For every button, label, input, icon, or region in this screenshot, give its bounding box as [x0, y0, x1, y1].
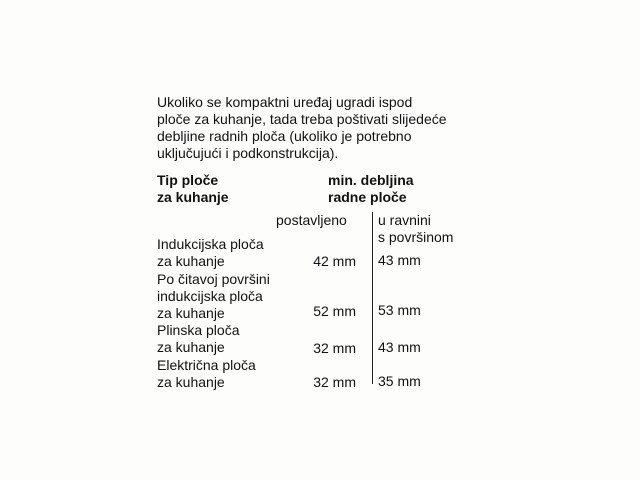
row-placed-value: 32 mm — [313, 374, 356, 390]
row-cooktop-type-line: Električna ploča — [157, 357, 256, 373]
header-min-thickness-line1: min. debljina — [328, 172, 414, 188]
row-cooktop-type-line: za kuhanje — [157, 253, 225, 269]
row-placed-value: 52 mm — [313, 303, 356, 319]
row-cooktop-type-line: Indukcijska ploča — [157, 236, 264, 252]
row-placed-value: 32 mm — [313, 340, 356, 356]
row-flush-value: 53 mm — [378, 302, 421, 318]
subheader-flush — [378, 212, 453, 246]
row-cooktop-type-line: za kuhanje — [157, 305, 225, 321]
header-min-thickness-line2: radne ploče — [328, 189, 407, 205]
row-cooktop-type — [157, 236, 264, 270]
row-cooktop-type — [157, 322, 240, 356]
row-cooktop-type-line: indukcijska ploča — [157, 288, 263, 304]
row-cooktop-type — [157, 271, 270, 322]
subheader-flush-line1: u ravnini — [378, 212, 431, 228]
header-cooktop-type — [157, 172, 229, 206]
row-cooktop-type-line: Po čitavoj površini — [157, 271, 270, 287]
header-cooktop-type-line1: Tip ploče — [157, 172, 219, 188]
row-cooktop-type-line: za kuhanje — [157, 339, 225, 355]
row-cooktop-type-line: za kuhanje — [157, 374, 225, 390]
row-cooktop-type-line: Plinska ploča — [157, 322, 240, 338]
intro-line: Ukoliko se kompaktni uređaj ugradi ispod — [157, 94, 413, 110]
header-min-thickness — [328, 172, 414, 206]
subheader-placed: postavljeno — [276, 212, 347, 228]
intro-line: debljine radnih ploča (ukoliko je potrebno — [157, 128, 412, 144]
row-placed-value: 42 mm — [313, 253, 356, 269]
intro-line: uključujući i podkonstrukcija). — [157, 145, 339, 161]
header-cooktop-type-line2: za kuhanje — [157, 189, 229, 205]
row-flush-value: 43 mm — [378, 339, 421, 355]
intro-paragraph — [157, 94, 497, 162]
row-flush-value: 43 mm — [378, 252, 421, 268]
subheader-flush-line2: s površinom — [378, 229, 454, 245]
intro-line: ploče za kuhanje, tada treba poštivati slijedeće — [157, 111, 447, 127]
row-flush-value: 35 mm — [378, 373, 421, 389]
column-divider — [372, 212, 373, 384]
row-cooktop-type — [157, 357, 256, 391]
